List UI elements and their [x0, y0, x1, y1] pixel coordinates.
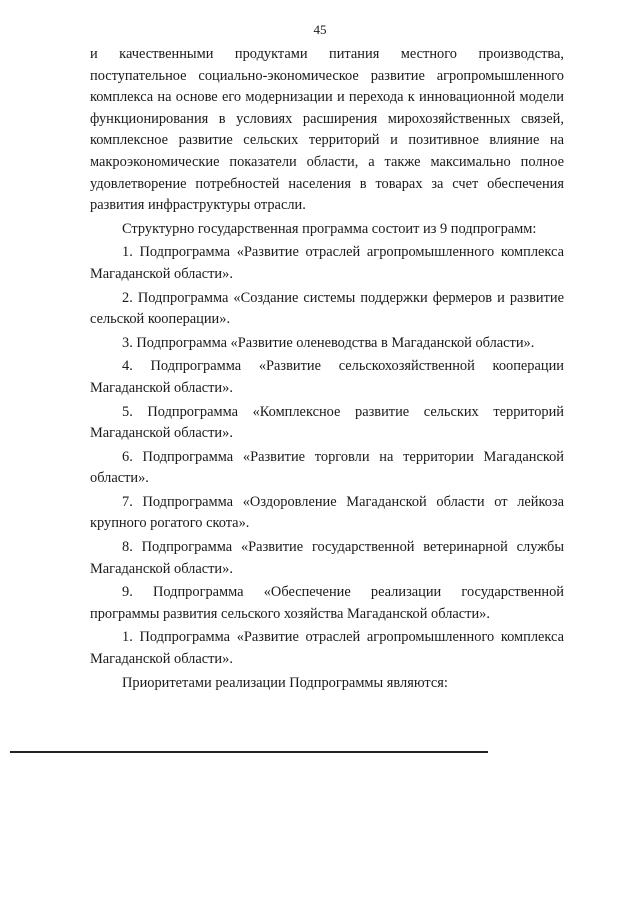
document-body: [90, 44, 564, 694]
list-item-subprogram-4: 4. Подпрограмма «Развитие сельскохозяйственной кооперации Магаданской области».: [90, 358, 564, 396]
footer-divider: [10, 751, 488, 753]
list-item-subprogram-7: 7. Подпрограмма «Оздоровление Магаданской области от лейкоза крупного рогатого скота».: [90, 493, 564, 532]
page-number: 45: [313, 22, 327, 37]
list-item-subprogram-8: 8. Подпрограмма «Развитие государственной ветеринарной службы Магаданской области».: [90, 539, 564, 577]
paragraph-priorities-intro: Приоритетами реализации Подпрограммы являются:: [122, 674, 448, 691]
list-item-subprogram-1: 1. Подпрограмма «Развитие отраслей агропромышленного комплекса Магаданской области».: [90, 244, 564, 282]
list-item-subprogram-5: 5. Подпрограмма «Комплексное развитие сельских территорий Магаданской области».: [90, 403, 564, 442]
paragraph-structure-intro: Структурно государственная программа состоит из 9 подпрограмм:: [122, 220, 537, 237]
section-heading-subprogram-1: 1. Подпрограмма «Развитие отраслей агропромышленного комплекса Магаданской области».: [90, 629, 564, 668]
list-item-subprogram-2: 2. Подпрограмма «Создание системы поддержки фермеров и развитие сельской кооперации».: [90, 289, 564, 328]
list-item-subprogram-6: 6. Подпрограмма «Развитие торговли на территории Магаданской области».: [90, 448, 564, 487]
list-item-subprogram-3: 3. Подпрограмма «Развитие оленеводства в Магаданской области».: [122, 334, 535, 351]
list-item-subprogram-9: 9. Подпрограмма «Обеспечение реализации государственной программы развития сельского хозяйства Магаданской области».: [90, 584, 564, 622]
paragraph-continuation: и качественными продуктами питания местного производства, поступательное социально-экономическое развитие агропромышленного комплекса на основе его модернизации и перехода к инновационной модели функционирования в условиях расширения мирохозяйственных связей, комплексное развитие сельских территорий и позитивное влияние на макроэкономические показатели области, а также максимально полное удовлетворение потребностей населения в товарах за счет обеспечения развития инфраструктуры отрасли.: [90, 46, 564, 214]
